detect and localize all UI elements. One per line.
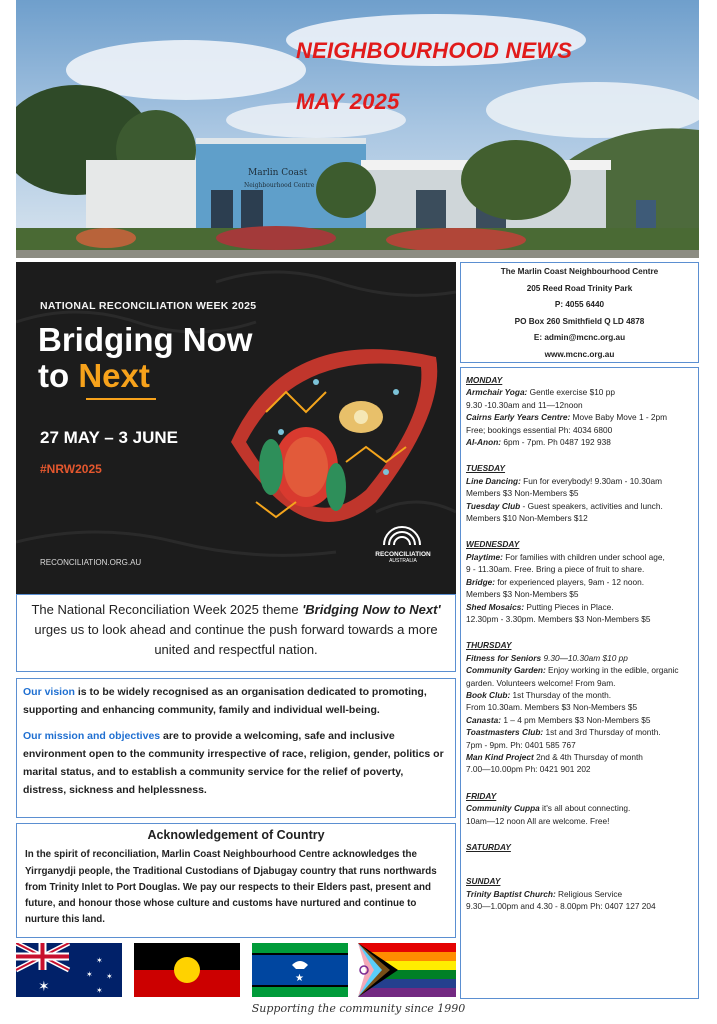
activity-trinity-baptist-church-times: 9.30—1.00pm and 4.30 - 8.00pm Ph: 0407 127 204: [466, 901, 656, 912]
centre-address: 205 Reed Road Trinity Park: [526, 283, 633, 293]
svg-text:✶: ✶: [38, 979, 50, 995]
activity-cairns-early-years: Cairns Early Years Centre: Move Baby Move 1 - 2pm: [466, 412, 668, 423]
activity-man-kind-project-detail: 7.00—10.00pm Ph: 0421 901 202: [466, 764, 591, 775]
activity-playtime: Playtime: For families with children under school age,: [466, 551, 665, 562]
poster-dates: 27 MAY – 3 JUNE: [40, 428, 178, 447]
centre-name: The Marlin Coast Neighbourhood Centre: [500, 267, 659, 276]
centre-phone: P: 4055 6440: [554, 300, 605, 310]
activity-community-garden-detail: garden. Volunteers welcome! From 9am.: [466, 677, 616, 688]
weekly-schedule: [460, 367, 699, 999]
mission-paragraph: Our mission and objectives are to provide a welcoming, safe and inclusive environment open to the community irrespective of race, religion, gender, politics or marital status, and to establish a community service for the relief of poverty, distress, sickness and helplessness.: [23, 730, 444, 796]
reconciliation-logo-icon: [384, 527, 420, 545]
day-heading-thursday: THURSDAY: [466, 640, 512, 651]
activity-armchair-yoga: Armchair Yoga: Gentle exercise $10 pp: [466, 387, 615, 398]
reconciliation-week-poster: [16, 262, 456, 594]
footer-tagline: Supporting the community since 1990: [251, 1002, 466, 1015]
australian-flag-icon: [16, 943, 122, 997]
activity-tuesday-club: Tuesday Club - Guest speakers, activities and lunch.: [466, 500, 663, 511]
poster-heading: NATIONAL RECONCILIATION WEEK 2025: [40, 300, 257, 312]
building-sign: Marlin Coast: [248, 168, 308, 178]
activity-community-garden: Community Garden: Enjoy working in the edible, organic: [466, 665, 679, 676]
vision-mission-box: [16, 678, 456, 818]
day-heading-sunday: SUNDAY: [466, 876, 501, 887]
contact-box: [460, 262, 699, 363]
day-heading-monday: MONDAY: [466, 375, 503, 385]
mission-label: Our mission and objectives: [23, 730, 161, 742]
newsletter-issue: MAY 2025: [296, 89, 400, 114]
centre-email[interactable]: E: admin@mcnc.org.au: [533, 333, 626, 343]
svg-text:✶: ✶: [106, 972, 113, 981]
activity-community-cuppa-detail: 10am—12 noon All are welcome. Free!: [466, 815, 610, 826]
activity-book-club: Book Club: 1st Thursday of the month.: [466, 689, 612, 700]
poster-title-line1: Bridging Now: [38, 321, 253, 358]
poster-caption: The National Reconciliation Week 2025 theme 'Bridging Now to Next' urges us to look ahead and continue the push forward towards a more united and respectful nation.: [16, 594, 456, 672]
header-photo: [16, 0, 699, 258]
activity-toastmasters: Toastmasters Club: 1st and 3rd Thursday of month.: [466, 727, 661, 738]
aboriginal-flag-icon: [134, 943, 240, 997]
poster-hashtag: #NRW2025: [40, 462, 102, 476]
poster-website: RECONCILIATION.ORG.AU: [40, 558, 142, 567]
acknowledgement-box: [16, 823, 456, 938]
activity-bridge-price: Members $3 Non-Members $5: [466, 589, 579, 600]
activity-bridge: Bridge: for experienced players, 9am - 12 noon.: [466, 576, 645, 587]
svg-text:✶: ✶: [96, 986, 103, 995]
poster-logo-text: RECONCILIATION AUSTRALIA: [375, 551, 431, 564]
activity-al-anon: Al-Anon: 6pm - 7pm. Ph 0487 192 938: [466, 437, 611, 448]
torres-strait-islander-flag-icon: [252, 943, 348, 997]
activity-line-dancing: Line Dancing: Fun for everybody! 9.30am - 10.30am: [466, 475, 662, 486]
activity-shed-mosaics-detail: 12.30pm - 3.30pm. Members $3 Non-Members $5: [466, 613, 651, 624]
svg-text:✶: ✶: [96, 956, 103, 965]
newsletter-title: NEIGHBOURHOOD NEWS: [296, 38, 573, 63]
title-underline: [86, 398, 156, 400]
svg-text:✶: ✶: [86, 970, 93, 979]
day-heading-wednesday: WEDNESDAY: [466, 539, 520, 550]
centre-website[interactable]: www.mcnc.org.au: [544, 349, 615, 359]
centre-po-box: PO Box 260 Smithfield Q LD 4878: [514, 316, 645, 326]
activity-line-dancing-price: Members $3 Non-Members $5: [466, 488, 579, 499]
acknowledgement-text: In the spirit of reconciliation, Marlin Coast Neighbourhood Centre acknowledges the Yirrganydji people, the Traditional Custodians of Djabugay country that runs northwards from Trinity Inlet to Port Douglas. We pay our respects to their Elders past, present and future, and honour those whose culture and customs have nurtured and continue to nurture this land.: [25, 849, 437, 926]
activity-book-club-detail: From 10.30am. Members $3 Non-Members $5: [466, 702, 638, 713]
activity-trinity-baptist-church: Trinity Baptist Church: Religious Service: [466, 888, 623, 899]
activity-shed-mosaics: Shed Mosaics: Putting Pieces in Place.: [466, 601, 614, 612]
activity-armchair-yoga-times: 9.30 -10.30am and 11—12noon: [466, 399, 583, 410]
activity-tuesday-club-price: Members $10 Non-Members $12: [466, 513, 588, 524]
activity-playtime-detail: 9 - 11.30am. Free. Bring a piece of fruit to share.: [466, 564, 645, 575]
activity-canasta: Canasta: 1 – 4 pm Members $3 Non-Members $5: [466, 714, 651, 725]
day-heading-saturday: SATURDAY: [466, 842, 511, 852]
activity-cairns-early-years-detail: Free; bookings essential Ph: 4034 6800: [466, 424, 613, 435]
activity-man-kind-project: Man Kind Project 2nd & 4th Thursday of month: [466, 751, 643, 762]
day-heading-tuesday: TUESDAY: [466, 463, 506, 474]
day-heading-friday: FRIDAY: [466, 790, 497, 801]
activity-toastmasters-detail: 7pm - 9pm. Ph: 0401 585 767: [466, 739, 576, 750]
vision-paragraph: Our vision is to be widely recognised as an organisation dedicated to promoting, supporting and enhancing community, family and individual well-being.: [23, 686, 427, 716]
activity-fitness-seniors: Fitness for Seniors 9.30—10.30am $10 pp: [466, 652, 628, 663]
poster-title-line2: to Next: [38, 357, 150, 394]
activity-community-cuppa: Community Cuppa it's all about connecting.: [466, 803, 631, 814]
building-sign-sub: Neighbourhood Centre: [244, 182, 315, 189]
progress-pride-flag-icon: [358, 943, 456, 997]
vision-label: Our vision: [23, 686, 75, 698]
svg-text:★: ★: [295, 973, 304, 984]
acknowledgement-heading: Acknowledgement of Country: [147, 828, 325, 842]
theme-name: 'Bridging Now to Next': [302, 602, 441, 617]
poster-title-next: Next: [78, 357, 150, 394]
